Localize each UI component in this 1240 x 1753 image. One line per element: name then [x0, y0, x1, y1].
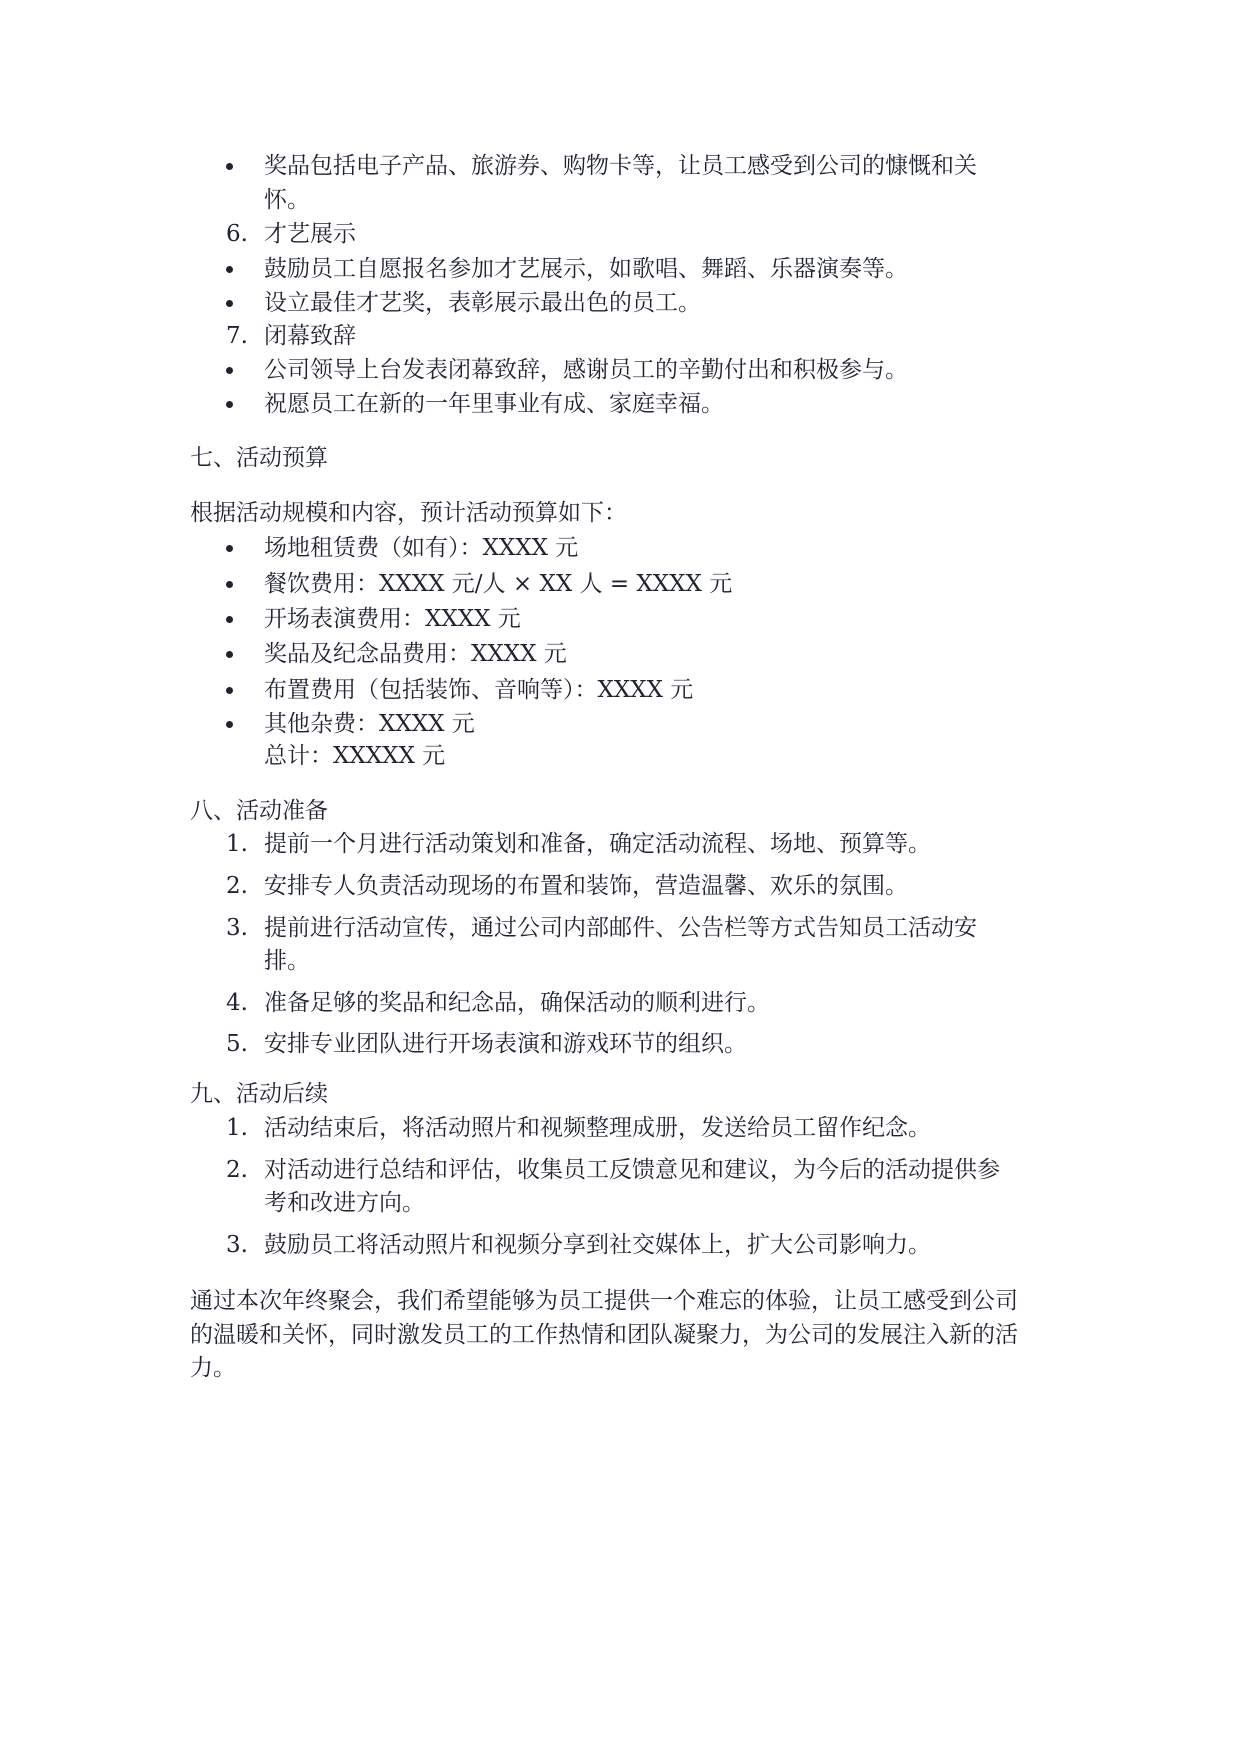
- budget-total: 总计：XXXXX 元: [264, 743, 446, 769]
- list-number: 4.: [226, 990, 248, 1016]
- bullet-text-continued: 怀。: [264, 187, 310, 213]
- numbered-item-text-continued: 排。: [264, 948, 310, 974]
- bullet: [226, 367, 233, 374]
- closing-paragraph-line: 通过本次年终聚会，我们希望能够为员工提供一个难忘的体验，让员工感受到公司: [190, 1288, 1018, 1314]
- numbered-item-text: 安排专业团队进行开场表演和游戏环节的组织。: [264, 1031, 747, 1057]
- list-number: 7.: [226, 323, 248, 349]
- numbered-item-text: 闭幕致辞: [264, 323, 356, 349]
- list-number: 3.: [226, 915, 248, 941]
- bullet-text: 奖品包括电子产品、旅游券、购物卡等，让员工感受到公司的慷慨和关: [264, 153, 977, 179]
- numbered-item-text: 活动结束后，将活动照片和视频整理成册，发送给员工留作纪念。: [264, 1115, 931, 1141]
- closing-paragraph-line: 力。: [190, 1355, 236, 1381]
- list-number: 2.: [226, 873, 248, 899]
- list-number: 5.: [226, 1031, 248, 1057]
- bullet: [226, 721, 233, 728]
- budget-item: 餐饮费用：XXXX 元/人 × XX 人 = XXXX 元: [264, 571, 733, 597]
- section-heading: 七、活动预算: [190, 445, 328, 471]
- numbered-item-text-continued: 考和改进方向。: [264, 1190, 425, 1216]
- bullet: [226, 300, 233, 307]
- budget-item: 布置费用（包括装饰、音响等）：XXXX 元: [264, 677, 694, 703]
- bullet: [226, 581, 233, 588]
- bullet-text: 公司领导上台发表闭幕致辞，感谢员工的辛勤付出和积极参与。: [264, 357, 908, 383]
- budget-item: 其他杂费：XXXX 元: [264, 711, 475, 737]
- bullet: [226, 687, 233, 694]
- budget-item: 奖品及纪念品费用：XXXX 元: [264, 641, 567, 667]
- list-number: 3.: [226, 1232, 248, 1258]
- list-number: 1.: [226, 831, 248, 857]
- list-number: 2.: [226, 1157, 248, 1183]
- bullet: [226, 545, 233, 552]
- numbered-item-text: 才艺展示: [264, 221, 356, 247]
- list-number: 6.: [226, 221, 248, 247]
- closing-paragraph-line: 的温暖和关怀，同时激发员工的工作热情和团队凝聚力，为公司的发展注入新的活: [190, 1322, 1018, 1348]
- bullet: [226, 401, 233, 408]
- budget-item: 场地租赁费（如有）：XXXX 元: [264, 535, 579, 561]
- numbered-item-text: 对活动进行总结和评估，收集员工反馈意见和建议，为今后的活动提供参: [264, 1157, 1000, 1183]
- bullet: [226, 616, 233, 623]
- numbered-item-text: 提前进行活动宣传，通过公司内部邮件、公告栏等方式告知员工活动安: [264, 915, 977, 941]
- list-number: 1.: [226, 1115, 248, 1141]
- numbered-item-text: 提前一个月进行活动策划和准备，确定活动流程、场地、预算等。: [264, 831, 931, 857]
- section-heading: 八、活动准备: [190, 798, 328, 824]
- bullet-text: 祝愿员工在新的一年里事业有成、家庭幸福。: [264, 391, 724, 417]
- bullet-text: 设立最佳才艺奖，表彰展示最出色的员工。: [264, 290, 701, 316]
- numbered-item-text: 鼓励员工将活动照片和视频分享到社交媒体上，扩大公司影响力。: [264, 1232, 931, 1258]
- bullet-text: 鼓励员工自愿报名参加才艺展示，如歌唱、舞蹈、乐器演奏等。: [264, 256, 908, 282]
- bullet: [226, 651, 233, 658]
- section-heading: 九、活动后续: [190, 1081, 328, 1107]
- numbered-item-text: 安排专人负责活动现场的布置和装饰，营造温馨、欢乐的氛围。: [264, 873, 908, 899]
- bullet: [226, 266, 233, 273]
- budget-item: 开场表演费用：XXXX 元: [264, 606, 521, 632]
- bullet: [226, 163, 233, 170]
- paragraph: 根据活动规模和内容，预计活动预算如下：: [190, 500, 627, 526]
- numbered-item-text: 准备足够的奖品和纪念品，确保活动的顺利进行。: [264, 990, 770, 1016]
